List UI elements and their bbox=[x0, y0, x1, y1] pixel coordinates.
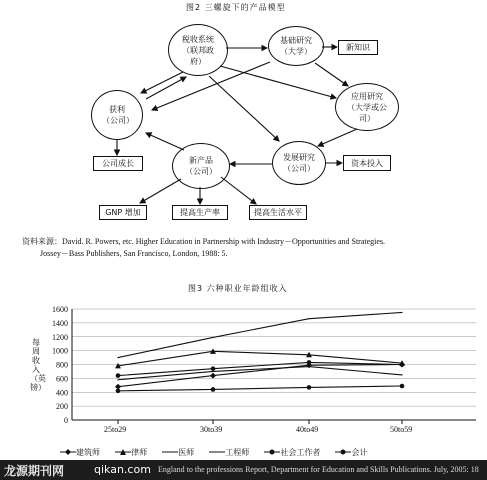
point-s5-3 bbox=[400, 362, 405, 367]
box-living-standard: 提高生活水平 bbox=[249, 205, 307, 220]
y-tick-label-8: 1600 bbox=[52, 305, 68, 314]
legend-label-1: 律师 bbox=[131, 447, 148, 457]
series-line-4 bbox=[118, 386, 402, 391]
legend-marker-4 bbox=[264, 448, 280, 456]
node-basic-research: 基础研究（大学） bbox=[268, 26, 324, 66]
x-tick-50to59: 50to59 bbox=[390, 425, 413, 434]
legend-label-5: 会计 bbox=[351, 447, 368, 457]
point-s2-1 bbox=[212, 337, 213, 338]
point-s4-3 bbox=[400, 384, 405, 389]
box-new-knowledge: 新知识 bbox=[338, 40, 378, 55]
box-gnp-increase: GNP 增加 bbox=[99, 205, 147, 220]
figure2-source-line1: 资料来源：David. R. Powers, etc. Higher Education in Partnership with Industry－Opportunities and Strategies. bbox=[22, 237, 386, 246]
point-s3-0 bbox=[117, 379, 118, 380]
y-tick-label-0: 0 bbox=[64, 416, 68, 425]
watermark-url: qikan.com bbox=[94, 463, 151, 476]
figure2-source-line2: Jossey－Bass Publishers, San Francisco, London, 1988: 5. bbox=[40, 249, 228, 258]
box-productivity: 提高生产率 bbox=[172, 205, 228, 220]
point-s5-0 bbox=[116, 373, 121, 378]
y-tick-label-4: 800 bbox=[56, 360, 68, 370]
node-applied-research: 应用研究（大学或公司） bbox=[335, 83, 399, 131]
point-s0-1 bbox=[210, 373, 216, 379]
y-axis-label-line1: 每周收入 bbox=[32, 338, 40, 374]
point-s3-3 bbox=[401, 374, 402, 375]
footer-strip bbox=[0, 460, 487, 480]
legend-marker-2 bbox=[162, 448, 178, 456]
y-tick-label-6: 1200 bbox=[52, 332, 68, 342]
box-capital-input: 资本投入 bbox=[343, 155, 391, 171]
point-s3-2 bbox=[308, 366, 309, 367]
legend-item-4 bbox=[264, 447, 320, 458]
x-tick-25to29: 25to29 bbox=[104, 425, 127, 434]
legend-item-0 bbox=[60, 447, 100, 458]
x-tick-30to39: 30to39 bbox=[200, 425, 223, 434]
point-s3-1 bbox=[212, 371, 213, 372]
y-tick-label-7: 1400 bbox=[52, 318, 68, 328]
point-s4-0 bbox=[116, 389, 121, 394]
point-s5-1 bbox=[211, 366, 216, 371]
point-s2-3 bbox=[401, 312, 402, 313]
figure3-title: 图3 六种职业年龄组收入 bbox=[188, 284, 288, 293]
point-s5-2 bbox=[307, 360, 312, 365]
legend-item-1 bbox=[115, 447, 147, 458]
legend-label-3: 工程师 bbox=[225, 447, 250, 457]
legend-marker-0 bbox=[60, 448, 76, 456]
y-tick-label-1: 200 bbox=[56, 402, 68, 412]
legend bbox=[60, 441, 480, 460]
box-company-growth: 公司成长 bbox=[93, 156, 143, 171]
legend-label-4: 社会工作者 bbox=[280, 447, 321, 457]
series-line-3 bbox=[118, 367, 402, 380]
legend-label-2: 医师 bbox=[178, 447, 195, 457]
point-s2-2 bbox=[308, 318, 309, 319]
node-new-product: 新产品（公司） bbox=[172, 143, 230, 189]
point-s4-2 bbox=[307, 385, 312, 390]
node-development-research: 发展研究（公司） bbox=[272, 141, 326, 185]
point-s2-0 bbox=[117, 357, 118, 358]
legend-marker-1 bbox=[115, 448, 131, 456]
y-tick-label-3: 600 bbox=[56, 374, 68, 384]
y-tick-label-2: 400 bbox=[56, 388, 68, 398]
node-funding: 税收系统（联邦政府） bbox=[168, 24, 228, 76]
legend-item-2 bbox=[162, 447, 194, 458]
legend-marker-3 bbox=[209, 448, 225, 456]
legend-item-3 bbox=[209, 447, 249, 458]
y-tick-label-5: 1000 bbox=[52, 346, 68, 356]
legend-label-0: 建筑师 bbox=[76, 447, 100, 457]
y-axis-label-line2: （英镑） bbox=[30, 374, 46, 392]
x-tick-40to49: 40to49 bbox=[296, 425, 319, 434]
figure3-source: England to the professions Report, Department for Education and Skills Publications. July, 2005: 18 bbox=[158, 465, 479, 474]
point-s4-1 bbox=[211, 387, 216, 392]
legend-marker-5 bbox=[335, 448, 351, 456]
watermark-logo: 龙源期刊网 bbox=[4, 464, 65, 478]
node-profit: 获利（公司） bbox=[91, 90, 143, 140]
legend-item-5 bbox=[335, 447, 367, 458]
figure2-title: 图2 三螺旋下的产品模型 bbox=[186, 3, 286, 12]
